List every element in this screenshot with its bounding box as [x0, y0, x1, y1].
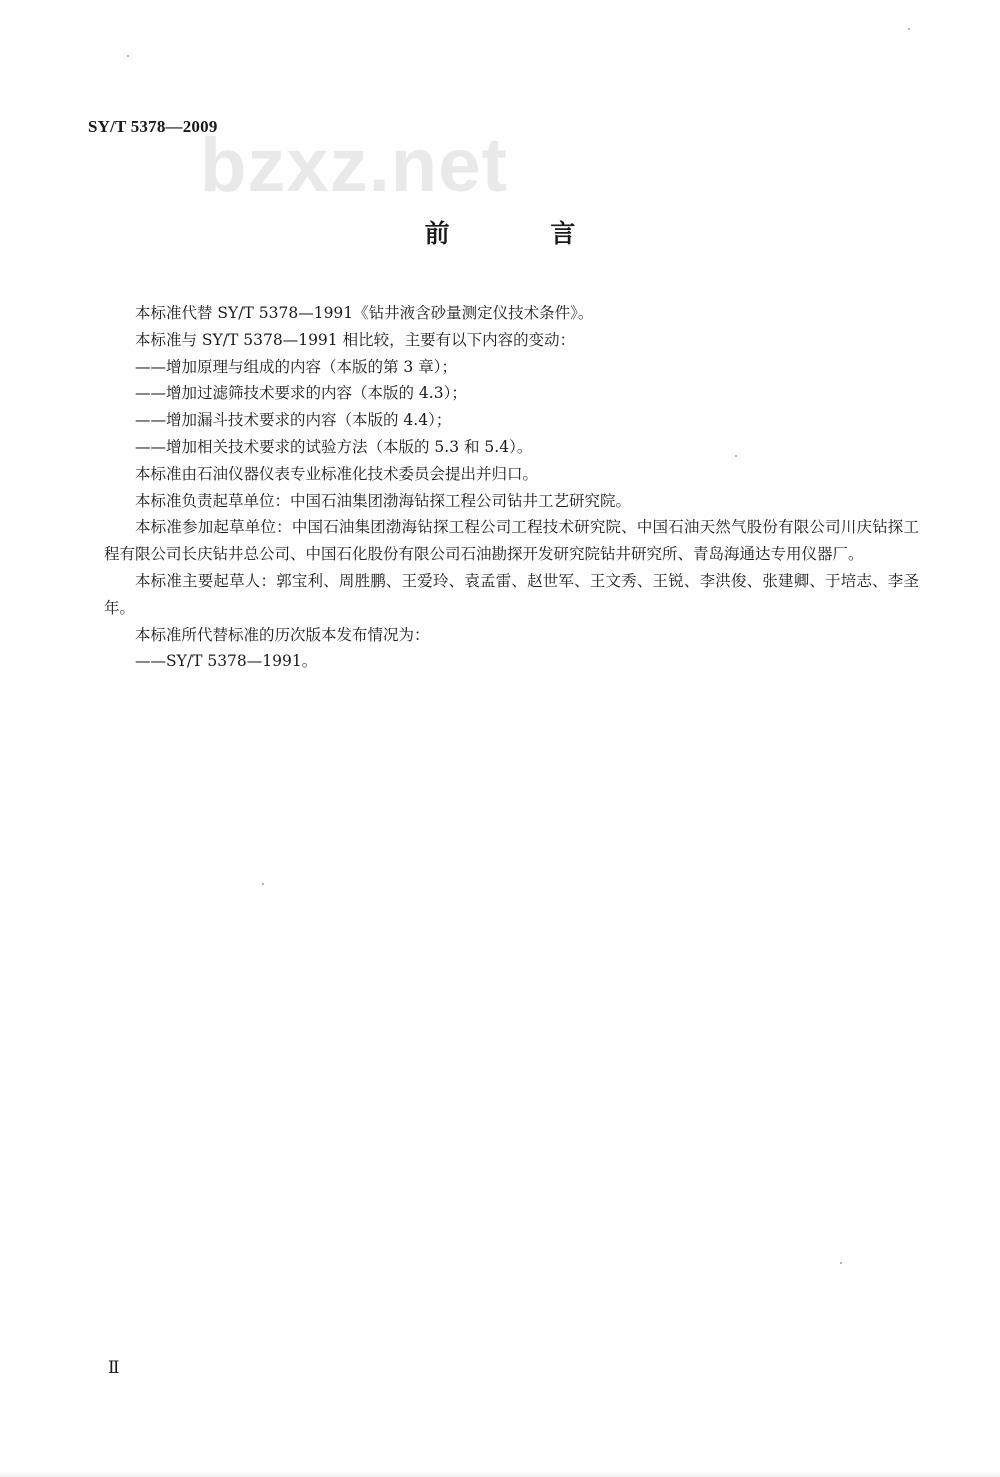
standard-code: SY/T 5378—2009 [88, 117, 218, 136]
change-item-2: ——增加过滤筛技术要求的内容（本版的 4.3）； [135, 384, 467, 403]
page-number: Ⅱ [108, 1358, 120, 1377]
paragraph-proposed-by: 本标准由石油仪器仪表专业标准化技术委员会提出并归口。 [135, 464, 539, 483]
paragraph-replaces: 本标准代替 SY/T 5378—1991《钻井液含砂量测定仪技术条件》。 [135, 304, 594, 322]
paragraph-changes-intro: 本标准与 SY/T 5378—1991 相比较，主要有以下内容的变动： [135, 330, 576, 349]
change-item-3: ——增加漏斗技术要求的内容（本版的 4.4）； [135, 411, 452, 430]
foreword-body [104, 300, 919, 675]
scan-speck [262, 883, 264, 885]
paragraph-main-drafters: 本标准主要起草人：郭宝利、周胜鹏、王爱玲、袁孟雷、赵世军、王文秀、王锐、李洪俊、张建卿、于培志、李圣年。 [104, 571, 919, 617]
change-item-4: ——增加相关技术要求的试验方法（本版的 5.3 和 5.4）。 [135, 437, 533, 456]
paragraph-participating-drafters: 本标准参加起草单位：中国石油集团渤海钻探工程公司工程技术研究院、中国石油天然气股份有限公司川庆钻探工程有限公司长庆钻井总公司、中国石化股份有限公司石油勘探开发研究院钻井研究所、青岛海通达专用仪器厂。 [104, 518, 919, 564]
watermark: bzxz.net [200, 123, 508, 208]
scan-speck [735, 455, 737, 457]
history-item-1: ——SY/T 5378—1991。 [135, 652, 318, 671]
paragraph-history-intro: 本标准所代替标准的历次版本发布情况为： [135, 625, 430, 644]
scan-speck [840, 1262, 842, 1264]
page-title: 前 言 [424, 219, 622, 248]
change-item-1: ——增加原理与组成的内容（本版的第 3 章）； [135, 357, 457, 376]
paragraph-lead-drafter: 本标准负责起草单位：中国石油集团渤海钻探工程公司钻井工艺研究院。 [135, 491, 632, 510]
scan-speck [908, 28, 910, 30]
scan-speck [127, 55, 129, 57]
page-bottom-edge [0, 1471, 1000, 1477]
